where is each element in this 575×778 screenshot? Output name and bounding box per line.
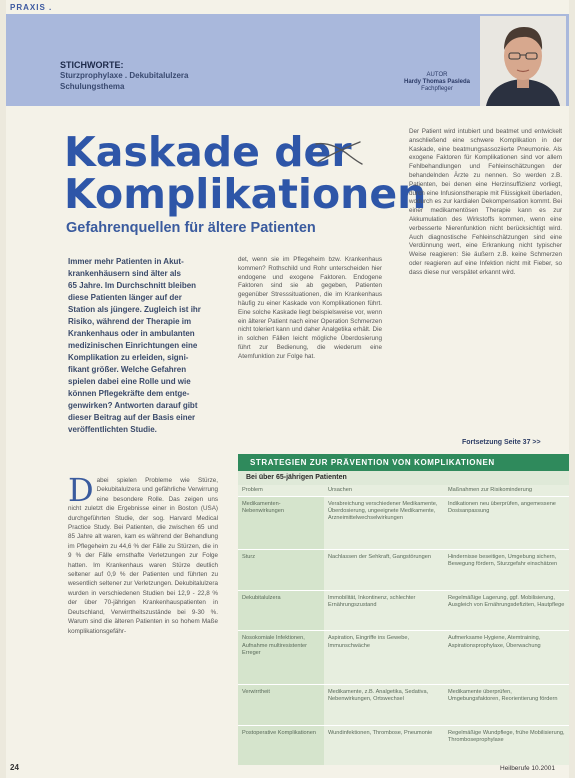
table-cell-causes: Medikamente, z.B. Analgetika, Sedativa, Nebenwirkungen, Ortswechsel	[324, 684, 444, 725]
lead-line: Station als jüngere. Zugleich ist ihr	[68, 305, 201, 314]
article-subheadline: Gefahrenquellen für ältere Patienten	[66, 220, 316, 236]
table-cell-measures: Indikationen neu überprüfen, angemessene Dosisanpassung	[444, 496, 569, 549]
body-column-1-text: abei spielen Probleme wie Stürze, Dekubitalulzera und gefährliche Verwirrung eine besondere Rolle. Das zeigen uns nicht zuletzt die Ergebnisse einer in Boston (USA) durchgeführten Studie, der sog. Harvard Medical Practice Study. Bei Patienten, die zwischen 65 und 85 Jahre alt waren, kam es während der Behandlung im Pflegeheim zu 44,6 % der Fälle zu Stürzen, die in 9 % der Fälle ernsthafte Verletzungen zur Folge hatten. Im Krankenhaus waren Stürze deutlich seltener auf 0,9 % der Patienten und führten zu wesentlich seltener zur Verletzungen. Dekubitalulzera wurden in verschiedenen Studien bei 12,9 - 22,8 % der über 70-jährigen Krankenhauspatienten in Deutschland, Verwirrtheitszustände bei 9-30 %. Warum sind die älteren Patienten in so hohem Maße komplikationsgefähr-	[68, 477, 218, 635]
table-cell-problem: Dekubitalulzera	[238, 590, 324, 631]
body-column-1	[68, 471, 218, 636]
table-cell-causes: Verabreichung verschiedener Medikamente, Überdosierung, ungeeignete Medikamente, Arzneimittelwechselwirkungen	[324, 496, 444, 549]
drop-cap: D	[68, 471, 94, 509]
strategy-box-title: STRATEGIEN ZUR PRÄVENTION VON KOMPLIKATIONEN	[238, 454, 569, 471]
lead-line: Immer mehr Patienten in Akut-	[68, 257, 184, 266]
table-cell-measures: Regelmäßige Lagerung, ggf. Mobilisierung, Ausgleich von Ernährungsdefiziten, Hautpflege	[444, 590, 569, 631]
continued-link[interactable]: Fortsetzung Seite 37 >>	[462, 439, 541, 446]
magazine-page	[6, 0, 569, 778]
lead-line: fikant größer. Welche Gefahren	[68, 365, 187, 374]
table-header-cell: Maßnahmen zur Risikominderung	[444, 485, 569, 496]
lead-line: Komplikation zu erleiden, signi-	[68, 353, 189, 362]
keywords-title: STICHWORTE:	[60, 60, 124, 70]
page-number: 24	[10, 763, 19, 772]
lead-line: 65 Jahre. Im Durchschnitt bleiben	[68, 281, 197, 290]
strategy-box-subtitle: Bei über 65-jährigen Patienten	[238, 471, 569, 485]
lead-line: krankenhäusern sind älter als	[68, 269, 181, 278]
body-column-3: Der Patient wird intubiert und beatmet und entwickelt anschließend eine schwere Komplikation in der Kaskade, eine beatmungsassoziierte Pneumonie. Als exogene Faktoren für Komplikationen sind vor allem Fehlbehandlungen und Fehleinschätzungen der behandelnden Ärzte zu nennen. So werden z.B. Patienten, bei denen eine Herzinsuffizienz vorliegt, durch eine Infusionstherapie mit Flüssigkeit überladen, wodurch es zur kardialen Dekompensation kommt. Bei einer medikamentösen Therapie kann es zur Akkumulation des Wirkstoffs kommen, wenn eine verbesserte Nierenfunktion nicht berücksichtigt wird. Auch diagnostische Fehleinschätzungen sind eine Verdünnung wert, eine Erkrankung nicht typischer Weise reagieren: Sie äußern z.B. keine Schmerzen oder reagieren auf eine Infektion nicht mit Fieber, so dass diese nur verspätet erkannt wird.	[409, 128, 562, 276]
lead-line: diese Patienten länger auf der	[68, 293, 182, 302]
lead-line: können Pflegekräfte dem entge-	[68, 389, 190, 398]
table-header-cell: Problem	[238, 485, 324, 496]
table-cell-causes: Nachlassen der Sehkraft, Gangstörungen	[324, 549, 444, 590]
table-header-row	[238, 485, 569, 496]
journal-footer: Heilberufe 10.2001	[500, 765, 555, 772]
portrait-image	[480, 16, 566, 106]
table-cell-problem: Postoperative Komplikationen	[238, 725, 324, 765]
table-row	[238, 496, 569, 549]
author-role: AUTOR	[426, 72, 448, 78]
table-cell-measures: Hindernisse beseitigen, Umgebung sichern, Bewegung fördern, Sturzgefahr einschätzen	[444, 549, 569, 590]
author-title: Fachpfleger	[421, 86, 453, 92]
table-cell-problem: Sturz	[238, 549, 324, 590]
table-cell-causes: Immobilität, Inkontinenz, schlechter Ernährungszustand	[324, 590, 444, 631]
lead-line: genwirken? Antworten darauf gibt	[68, 401, 198, 410]
table-row	[238, 684, 569, 725]
lead-line: Krankenhaus oder in ambulanten	[68, 329, 195, 338]
author-block	[394, 72, 480, 93]
table-cell-measures: Medikamente überprüfen, Umgebungsfaktoren, Reorientierung fördern	[444, 684, 569, 725]
lead-line: medizinischen Einrichtungen eine	[68, 341, 198, 350]
strategy-table	[238, 485, 569, 765]
table-cell-causes: Aspiration, Eingriffe ins Gewebe, Immunschwäche	[324, 631, 444, 684]
keywords-line-2: Schulungsthema	[60, 82, 125, 91]
table-cell-causes: Wundinfektionen, Thrombose, Pneumonie	[324, 725, 444, 765]
table-header-cell: Ursachen	[324, 485, 444, 496]
table-cell-measures: Regelmäßige Wundpflege, frühe Mobilisierung, Thromboseprophylaxe	[444, 725, 569, 765]
table-cell-problem: Medikamenten-Nebenwirkungen	[238, 496, 324, 549]
table-row	[238, 549, 569, 590]
section-label: PRAXIS .	[10, 3, 53, 12]
table-row	[238, 631, 569, 684]
lead-line: veröffentlichten Studie.	[68, 425, 157, 434]
lead-line: dieser Beitrag auf der Basis einer	[68, 413, 196, 422]
keywords-line-1: Sturzprophylaxe . Dekubitalulzera	[60, 71, 189, 80]
table-cell-problem: Verwirrtheit	[238, 684, 324, 725]
author-portrait	[480, 16, 566, 106]
author-name: Hardy Thomas Pasleda	[403, 79, 471, 85]
table-cell-measures: Aufmerksame Hygiene, Atemtraining, Aspirationsprophylaxe, Überwachung	[444, 631, 569, 684]
headline-line-1: Kaskade der	[64, 128, 352, 176]
headline-line-2: Komplikationen	[64, 170, 427, 218]
pen-scribble-icon	[314, 138, 364, 166]
table-row	[238, 725, 569, 765]
table-row	[238, 590, 569, 631]
lead-line: Risiko, während der Therapie im	[68, 317, 192, 326]
lead-line: spielen dabei eine Rolle und wie	[68, 377, 191, 386]
body-column-2: det, wenn sie im Pflegeheim bzw. Krankenhaus kommen? Rothschild und Rohr unterscheiden hier endogene und exogene Faktoren. Endogene Faktoren sind sie ab gegeben, Patienten gegenüber Stresssituationen, die im Krankenhaus häufig zu einer Kaskade von Komplikationen führt. Eine solche Kaskade liegt beispielsweise vor, wenn ein älterer Patient nach einer Operation Schmerzen nicht toleriert kann und daher Analgetika erhält. Die in solchen Fällen leicht mögliche Überdosierung führt zur Bedienung, die wiederum eine Atemfunktion zur Folge hat.	[238, 256, 382, 360]
table-cell-problem: Nosokomiale Infektionen, Aufnahme multiresistenter Erreger	[238, 631, 324, 684]
